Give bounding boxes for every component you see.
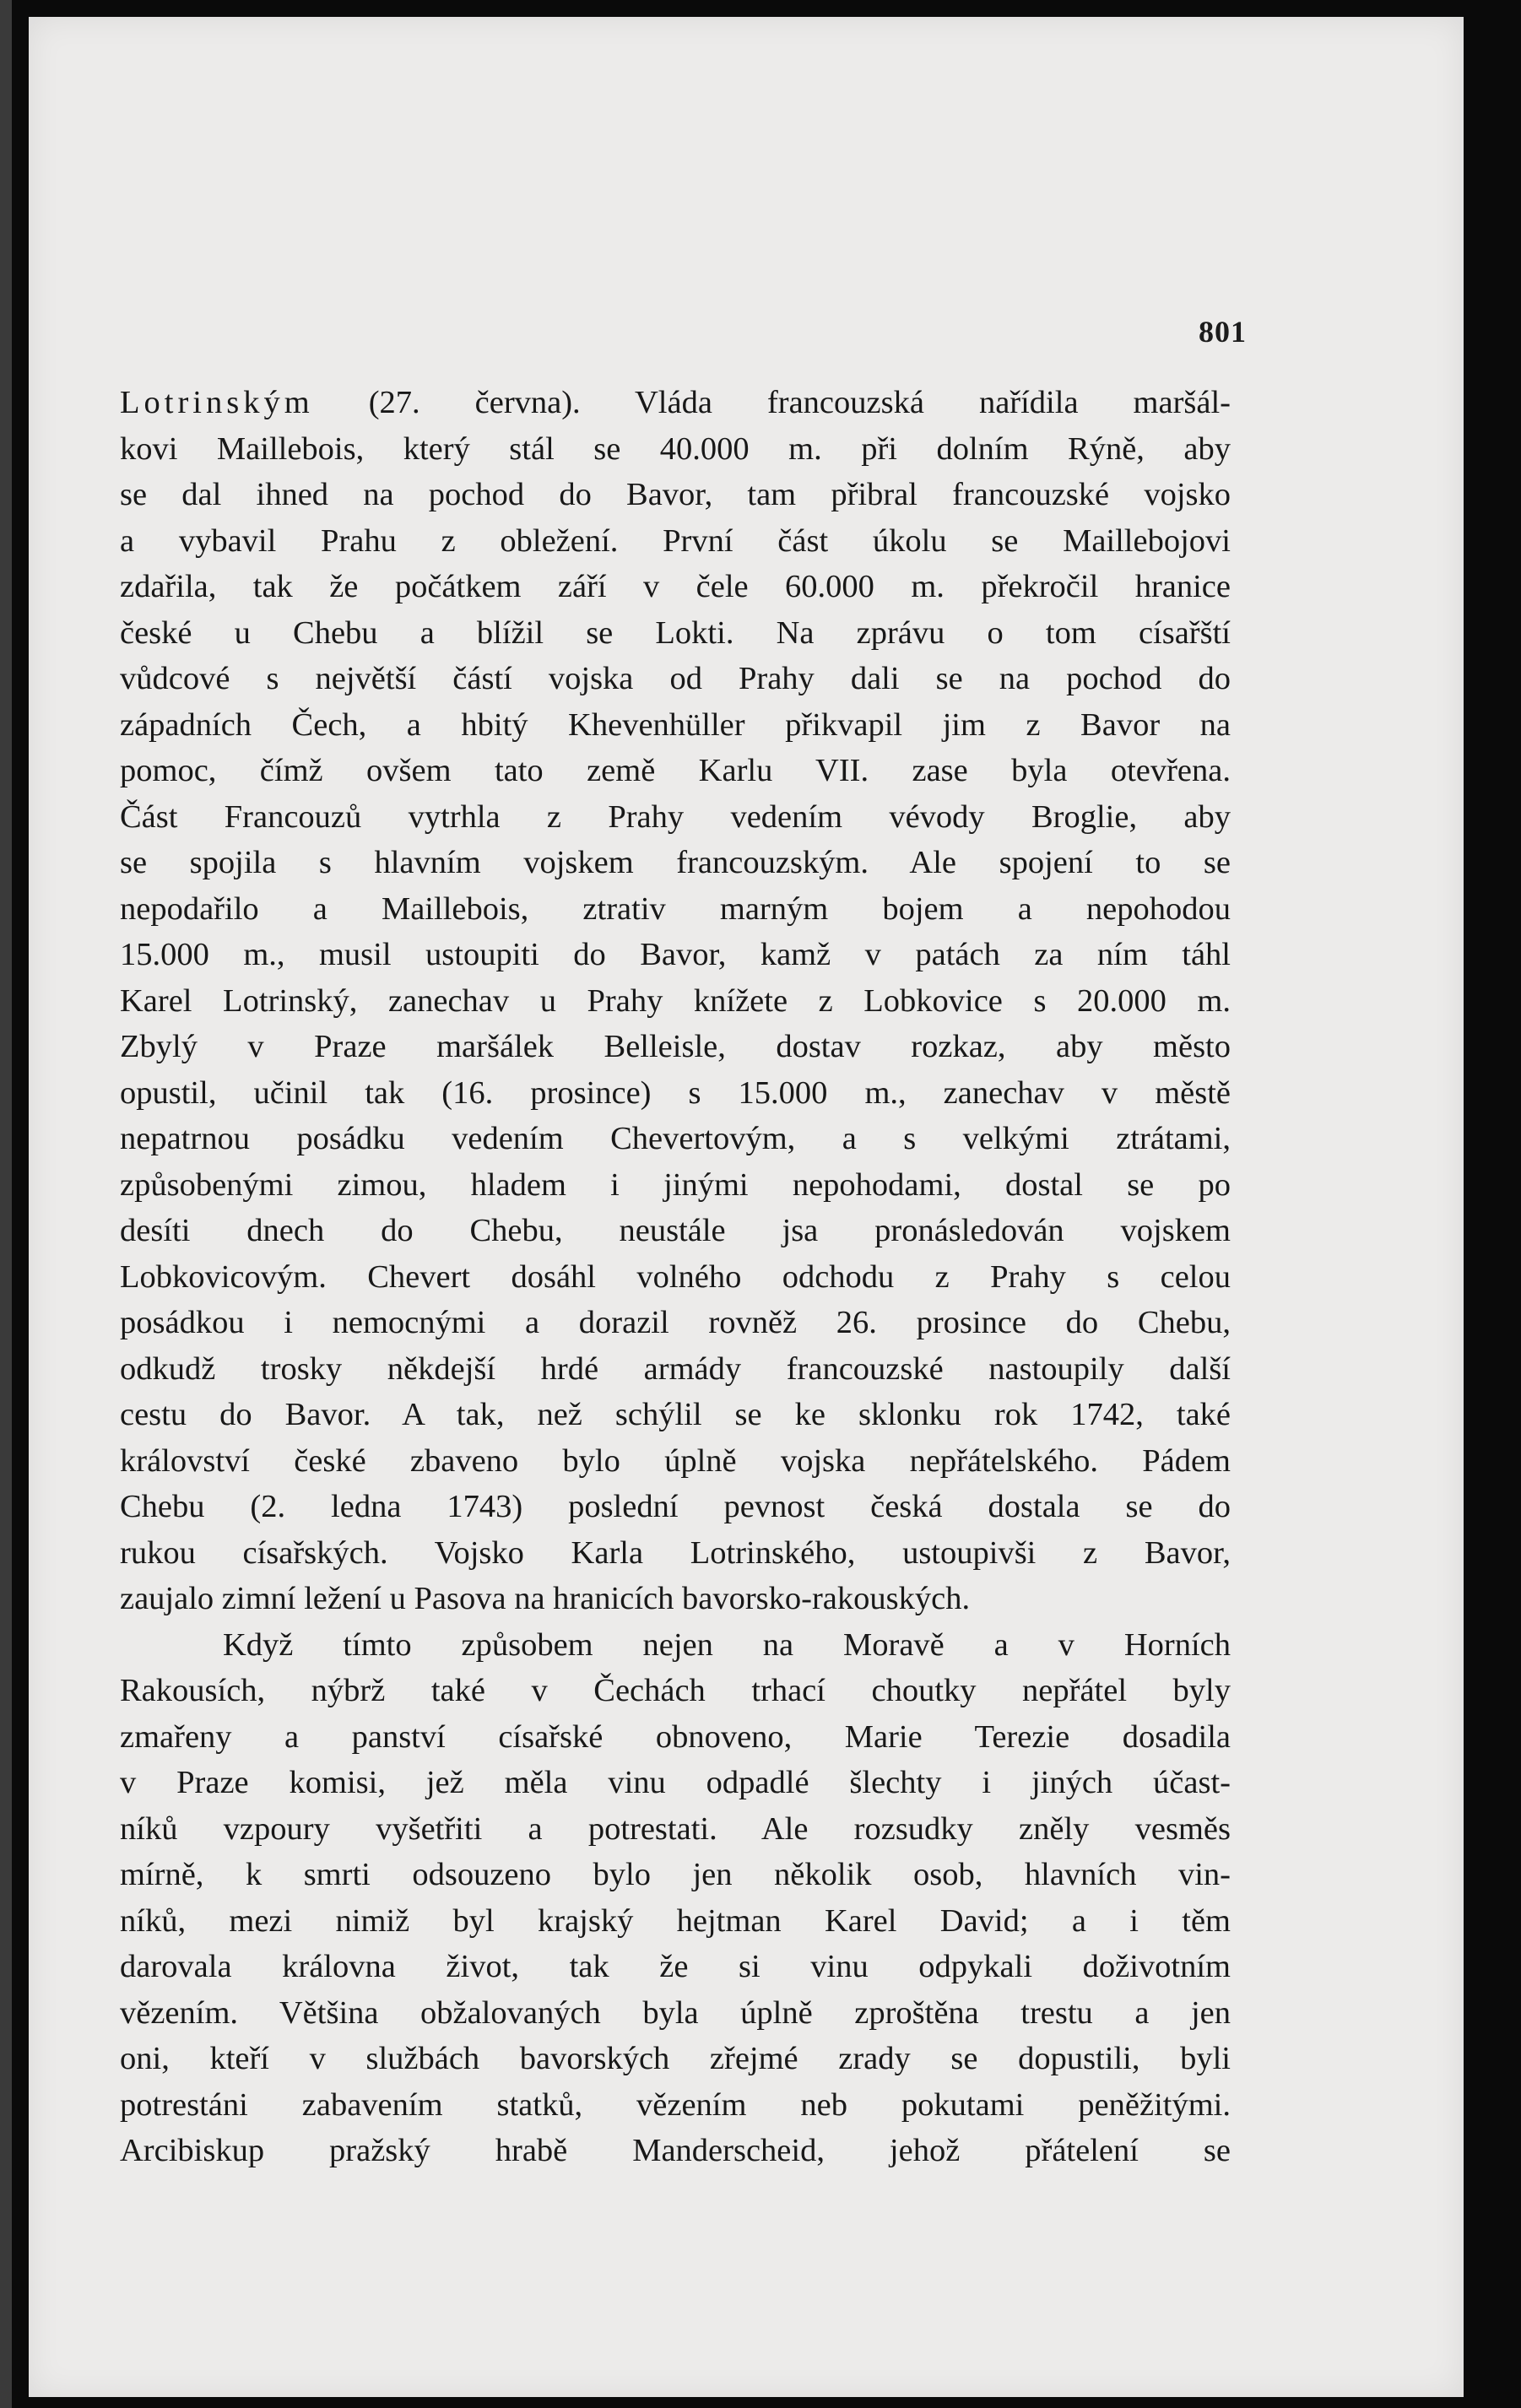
line-text: nepatrnou posádku vedením Chevertovým, a s velkými ztrátami, xyxy=(120,1121,1231,1156)
line-text: mírně, k smrti odsouzeno bylo jen několik osob, hlavních vin- xyxy=(120,1857,1231,1892)
text-line xyxy=(120,2082,1231,2129)
line-text: Chebu (2. ledna 1743) poslední pevnost česká dostala se do xyxy=(120,1489,1231,1524)
line-text: nepodařilo a Maillebois, ztrativ marným bojem a nepohodou xyxy=(120,890,1231,927)
text-line xyxy=(120,794,1231,841)
line-text: níků vzpoury vyšetřiti a potrestati. Ale rozsudky zněly vesměs xyxy=(120,1810,1231,1847)
text-line xyxy=(120,564,1231,610)
text-line xyxy=(120,1254,1231,1301)
text-line xyxy=(120,1300,1231,1346)
line-text: se dal ihned na pochod do Bavor, tam přibral francouzské vojsko xyxy=(120,477,1231,512)
line-text: zaujalo zimní ležení u Pasova na hranicích bavorsko-rakouských. xyxy=(120,1581,971,1616)
text-line xyxy=(120,380,1231,426)
text-line xyxy=(120,1116,1231,1162)
text-line xyxy=(120,426,1231,473)
line-text: Rakousích, nýbrž také v Čechách trhací choutky nepřátel byly xyxy=(120,1673,1231,1708)
line-text: 15.000 m., musil ustoupiti do Bavor, kamž v patách za ním táhl xyxy=(120,937,1231,972)
line-text: desíti dnech do Chebu, neustále jsa pronásledován vojskem xyxy=(120,1213,1231,1248)
text-line xyxy=(120,1484,1231,1530)
line-text: zdařila, tak že počátkem září v čele 60.000 m. překročil hranice xyxy=(120,569,1231,604)
text-line xyxy=(120,1852,1231,1898)
text-line xyxy=(120,886,1231,933)
line-text: níků, mezi nimiž byl krajský hejtman Karel David; a i těm xyxy=(120,1902,1231,1939)
line-text: v Praze komisi, jež měla vinu odpadlé šlechty i jiných účast- xyxy=(120,1765,1231,1800)
line-text: vězením. Většina obžalovaných byla úplně zproštěna trestu a jen xyxy=(120,1994,1231,2031)
text-line xyxy=(120,2128,1231,2174)
spaced-name: Lotrinským xyxy=(120,385,314,420)
line-text: západních Čech, a hbitý Khevenhüller přikvapil jim z Bavor na xyxy=(120,706,1231,743)
line-text: potrestáni zabavením statků, vězením neb pokutami peněžitými. xyxy=(120,2086,1231,2123)
text-line xyxy=(120,1392,1231,1438)
line-text: cestu do Bavor. A tak, než schýlil se ke sklonku rok 1742, také xyxy=(120,1397,1231,1432)
line-text: (27. června). Vláda francouzská nařídila maršál- xyxy=(313,385,1231,420)
line-text: pomoc, čímž ovšem tato země Karlu VII. zase byla otevřena. xyxy=(120,753,1231,788)
text-line xyxy=(120,1622,1231,1669)
line-text: Arcibiskup pražský hrabě Manderscheid, jehož přátelení se xyxy=(120,2133,1231,2168)
text-line xyxy=(120,1714,1231,1761)
text-line xyxy=(120,518,1231,565)
line-text: rukou císařských. Vojsko Karla Lotrinského, ustoupivši z Bavor, xyxy=(120,1534,1231,1571)
line-text: oni, kteří v službách bavorských zřejmé zrady se dopustili, byli xyxy=(120,2041,1231,2076)
text-line xyxy=(120,1990,1231,2037)
text-line xyxy=(120,1806,1231,1853)
line-text: se spojila s hlavním vojskem francouzským. Ale spojení to se xyxy=(120,845,1231,880)
line-text: darovala královna život, tak že si vinu odpykali doživotním xyxy=(120,1949,1231,1984)
body-text xyxy=(120,380,1231,2174)
text-line xyxy=(120,656,1231,702)
text-line xyxy=(120,932,1231,978)
text-line xyxy=(120,1070,1231,1117)
text-line xyxy=(120,1208,1231,1254)
line-text: a vybavil Prahu z obležení. První část úkolu se Maillebojovi xyxy=(120,522,1231,559)
line-text: kovi Maillebois, který stál se 40.000 m. při dolním Rýně, aby xyxy=(120,430,1231,467)
line-text: vůdcové s největší částí vojska od Prahy dali se na pochod do xyxy=(120,661,1231,696)
text-line xyxy=(120,1438,1231,1485)
adjacent-page-edge xyxy=(0,0,12,2408)
line-text: české u Chebu a blížil se Lokti. Na zprávu o tom císařští xyxy=(120,614,1231,651)
text-line xyxy=(120,1024,1231,1070)
line-text: Když tímto způsobem nejen na Moravě a v Horních xyxy=(223,1626,1231,1663)
text-line xyxy=(120,1162,1231,1209)
line-text: opustil, učinil tak (16. prosince) s 15.000 m., zanechav v městě xyxy=(120,1074,1231,1111)
text-line xyxy=(120,840,1231,886)
line-text: Část Francouzů vytrhla z Prahy vedením vévody Broglie, aby xyxy=(120,798,1231,835)
line-text: odkudž trosky někdejší hrdé armády francouzské nastoupily další xyxy=(120,1350,1231,1387)
line-text: království české zbaveno bylo úplně vojska nepřátelského. Pádem xyxy=(120,1442,1231,1479)
page-number: 801 xyxy=(1199,315,1247,349)
line-text: způsobenými zimou, hladem i jinými nepohodami, dostal se po xyxy=(120,1166,1231,1203)
text-line xyxy=(120,1346,1231,1393)
text-line xyxy=(120,1576,1231,1622)
line-text: posádkou i nemocnými a dorazil rovněž 26. prosince do Chebu, xyxy=(120,1305,1231,1340)
line-text: Zbylý v Praze maršálek Belleisle, dostav rozkaz, aby město xyxy=(120,1029,1231,1064)
line-text: zmařeny a panství císařské obnoveno, Marie Terezie dosadila xyxy=(120,1718,1231,1755)
text-line xyxy=(120,2036,1231,2082)
text-line xyxy=(120,472,1231,518)
text-line xyxy=(120,1760,1231,1806)
text-line xyxy=(120,978,1231,1025)
text-line xyxy=(120,1898,1231,1945)
line-text: Lobkovicovým. Chevert dosáhl volného odchodu z Prahy s celou xyxy=(120,1258,1231,1295)
text-line xyxy=(120,1944,1231,1990)
text-line xyxy=(120,1530,1231,1577)
text-line xyxy=(120,748,1231,794)
line-text: Karel Lotrinský, zanechav u Prahy knížete z Lobkovice s 20.000 m. xyxy=(120,982,1231,1019)
text-line xyxy=(120,1668,1231,1714)
text-line xyxy=(120,610,1231,657)
text-line xyxy=(120,702,1231,749)
